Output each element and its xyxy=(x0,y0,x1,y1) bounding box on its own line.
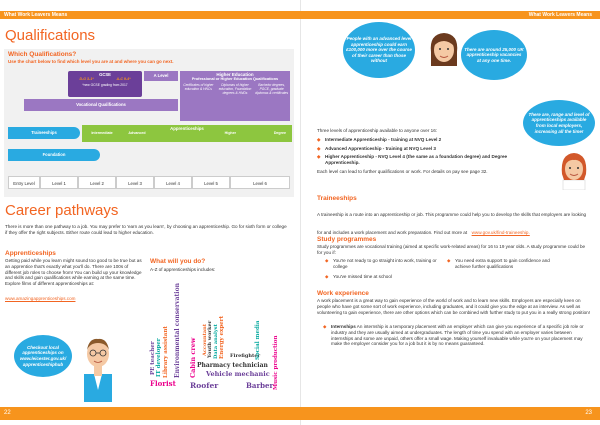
qualifications-title: Qualifications xyxy=(5,27,96,44)
vacancies-bubble-text: There are around 25,000 UK apprenticeship vacancies at any one time. xyxy=(464,46,524,63)
word-social-media: Social media xyxy=(255,320,261,360)
word-florist: Florist xyxy=(150,379,176,388)
what-will-you-do-heading: What will you do? xyxy=(150,258,206,265)
internships-item xyxy=(323,324,591,347)
apprenticeships-word-cloud xyxy=(150,283,298,392)
app-level-intermediate: Intermediate xyxy=(91,131,113,135)
gcse-grades-low: D-G 3-1* xyxy=(79,77,94,81)
earnings-bubble xyxy=(343,22,415,78)
word-data-analyst: Data analyst xyxy=(213,324,219,359)
word-music-production: Music production xyxy=(273,335,279,390)
internships-text: An internship is a temporary placement with an employer which can give you experience of a specific job role or industry and they are usually aimed at undergraduates. The length of time you spend with an employer varies between internships and some are unpaid, others offer a small wage. Making yourself invaluable while you're on your placement may make the employer consider you for a job but it is by no means guaranteed. xyxy=(331,324,584,347)
right-footer-bar xyxy=(300,407,600,420)
foundation-block: Foundation xyxy=(8,149,100,161)
word-firefighter: Firefighter xyxy=(230,353,261,359)
level-5: Level 5 xyxy=(192,176,230,189)
level-1: Level 1 xyxy=(40,176,78,189)
chart-subheading: Use the chart below to find which level you are at and where you can go next. xyxy=(8,59,174,64)
vacancies-bubble xyxy=(461,30,527,80)
study-item-extra-support: ◆ You need extra support to gain confidence and achieve further qualifications xyxy=(447,258,565,270)
word-accountant: Accountant xyxy=(202,323,208,356)
left-footer-bar xyxy=(0,407,300,420)
woman-avatar-icon xyxy=(557,150,591,190)
local-employers-bubble xyxy=(523,100,595,146)
word-cabin-crew: Cabin crew xyxy=(189,337,197,378)
qualifications-chart xyxy=(4,49,294,197)
work-experience-heading: Work experience xyxy=(317,290,369,297)
level-6: Level 6 xyxy=(230,176,290,189)
study-programmes-heading: Study programmes xyxy=(317,236,377,243)
levels-outro: Each level can lead to further qualifications or work. For details on pay see page 32. xyxy=(317,168,488,174)
he-col-1: Certificates of higher education & HNCs xyxy=(183,83,214,91)
work-experience-text: A work placement is a great way to gain experience of the world of work and to learn new skills. Employers are especially keen on people who have got some sort of work experience, including graduates, and it could give you the edge at an interview. As well as volunteering to gain experience, there are other options which can be combined with further study to put you in a really strong position! xyxy=(317,298,590,315)
vocational-block: Vocational Qualifications xyxy=(24,99,178,111)
internships-label: Internships xyxy=(331,324,356,329)
study-list-a xyxy=(325,258,437,279)
level-item-advanced: ◆ Advanced Apprenticeship - training at NVQ Level 3 xyxy=(317,146,522,152)
gcse-block xyxy=(68,71,142,97)
he-col-3: Bachelor degrees, PGCE, graduate diplomas & certificates xyxy=(255,83,289,95)
study-list-b xyxy=(447,258,565,270)
higher-education-block xyxy=(180,71,290,121)
levels-list xyxy=(317,137,522,166)
career-pathways-title: Career pathways xyxy=(5,202,119,219)
apprenticeships-section xyxy=(5,258,143,305)
word-youth-worker: Youth worker xyxy=(207,320,213,358)
apprenticeships-heading: Apprenticeships xyxy=(5,250,56,257)
apprenticeships-label: Apprenticeships xyxy=(170,126,204,131)
level-3: Level 3 xyxy=(116,176,154,189)
girl-avatar-icon xyxy=(427,30,461,70)
word-pharmacy-technician: Pharmacy technician xyxy=(197,362,268,369)
level-item-higher: ◆ Higher Apprenticeship - NVQ Level 4 (the same as a foundation degree) and Degree Apprenticeship. xyxy=(317,154,522,166)
word-roofer: Roofer xyxy=(190,381,219,390)
app-level-degree: Degree xyxy=(273,131,286,135)
a-level-block: A Level xyxy=(144,71,178,81)
career-intro: There is more than one pathway to a job. You may prefer to 'earn as you learn', by choosing an apprenticeship. Go for sixth form or college if they offer the right subjects. Either route could lead to higher education. xyxy=(5,224,287,235)
study-item-missed-school: ◆ You've missed time at school xyxy=(325,274,437,280)
word-pe-teacher: PE teacher xyxy=(150,341,156,375)
he-col-2: Diplomas of higher education, Foundation degrees & HNDs xyxy=(218,83,252,95)
traineeships-block: Traineeships xyxy=(8,127,80,139)
gcse-label: GCSE xyxy=(99,72,111,77)
word-library-assistant: Library assistant xyxy=(163,326,169,378)
traineeships-heading: Traineeships xyxy=(317,195,357,202)
app-level-advanced: Advanced xyxy=(128,131,146,135)
levels-intro: Three levels of apprenticeship available to anyone over 16: xyxy=(317,128,438,133)
earnings-bubble-text: People with an advanced level apprenticeship could earn £100,000 more over the course of their career than those without xyxy=(346,36,412,64)
study-item-not-ready: ◆ You're not ready to go straight into work, training or college xyxy=(325,258,437,270)
right-page xyxy=(300,0,600,425)
apprenticeships-block xyxy=(82,125,292,142)
level-4: Level 4 xyxy=(154,176,192,189)
chart-heading: Which Qualifications? xyxy=(8,51,77,58)
level-item-intermediate: ◆ Intermediate Apprenticeship - training at NVQ Level 2 xyxy=(317,137,522,143)
local-employers-bubble-text: There are, range and level of apprenticeships available from local employers, increasing all the time! xyxy=(528,111,590,134)
local-apprenticeships-bubble xyxy=(14,335,72,377)
professional-quals-label: Professional or Higher Education Qualifications xyxy=(191,77,279,81)
gcse-grades-high: A-C 9-4* xyxy=(116,77,131,81)
traineeships-section xyxy=(317,203,587,239)
internships-list xyxy=(323,324,591,347)
apprenticeship-levels-section xyxy=(317,128,522,175)
right-header-bar xyxy=(300,11,600,19)
man-avatar-icon xyxy=(80,334,116,402)
word-environmental-conservation: Environmental conservation xyxy=(174,283,181,378)
right-page-number: 23 xyxy=(585,410,592,416)
left-page-number: 22 xyxy=(4,410,11,416)
what-will-you-do-text: A-Z of apprenticeships includes: xyxy=(150,267,216,272)
higher-education-label: Higher Education xyxy=(216,72,254,77)
local-apprenticeships-bubble-text: Checkout local apprenticeships on www.leicester.gov.uk/ apprenticeshiphub xyxy=(19,344,67,367)
word-it-developer: IT developer xyxy=(156,338,162,377)
apprenticeships-text: Getting paid while you learn might sound too good to be true but as an apprentice that's exactly what you'll do. There are 100s of different job roles to choose from! You can build up your knowledge and skills and gain qualifications while earning at the same time. Explore films of different apprenticeships at: xyxy=(5,258,142,287)
find-traineeship-link[interactable]: www.gov.uk/find-traineeship. xyxy=(471,230,530,235)
app-level-higher: Higher xyxy=(224,131,236,135)
left-header-bar xyxy=(0,11,300,19)
word-vehicle-mechanic: Vehicle mechanic xyxy=(206,370,270,378)
traineeships-text: A traineeship is a route into an apprenticeship or job. This programme could help you to develop the skills that employers are looking for and includes a work placement and work preparation. Find out more at xyxy=(317,212,587,235)
amazing-apprenticeships-link[interactable]: www.amazingapprenticeships.com xyxy=(5,295,76,301)
level-entry: Entry Level xyxy=(8,176,40,189)
study-programmes-text: Study programmes are vocational training (aimed at specific work-related areas) for 16 to 19 year olds. A study programme could be for you if: xyxy=(317,244,586,255)
word-barber: Barber xyxy=(246,381,274,390)
gcse-note: *new GCSE grading from 2017 xyxy=(82,83,128,87)
left-header-title: What Work Leavers Means xyxy=(4,12,68,18)
right-header-title: What Work Leavers Means xyxy=(528,12,592,18)
word-energy-expert: Energy expert xyxy=(219,315,225,359)
level-2: Level 2 xyxy=(78,176,116,189)
